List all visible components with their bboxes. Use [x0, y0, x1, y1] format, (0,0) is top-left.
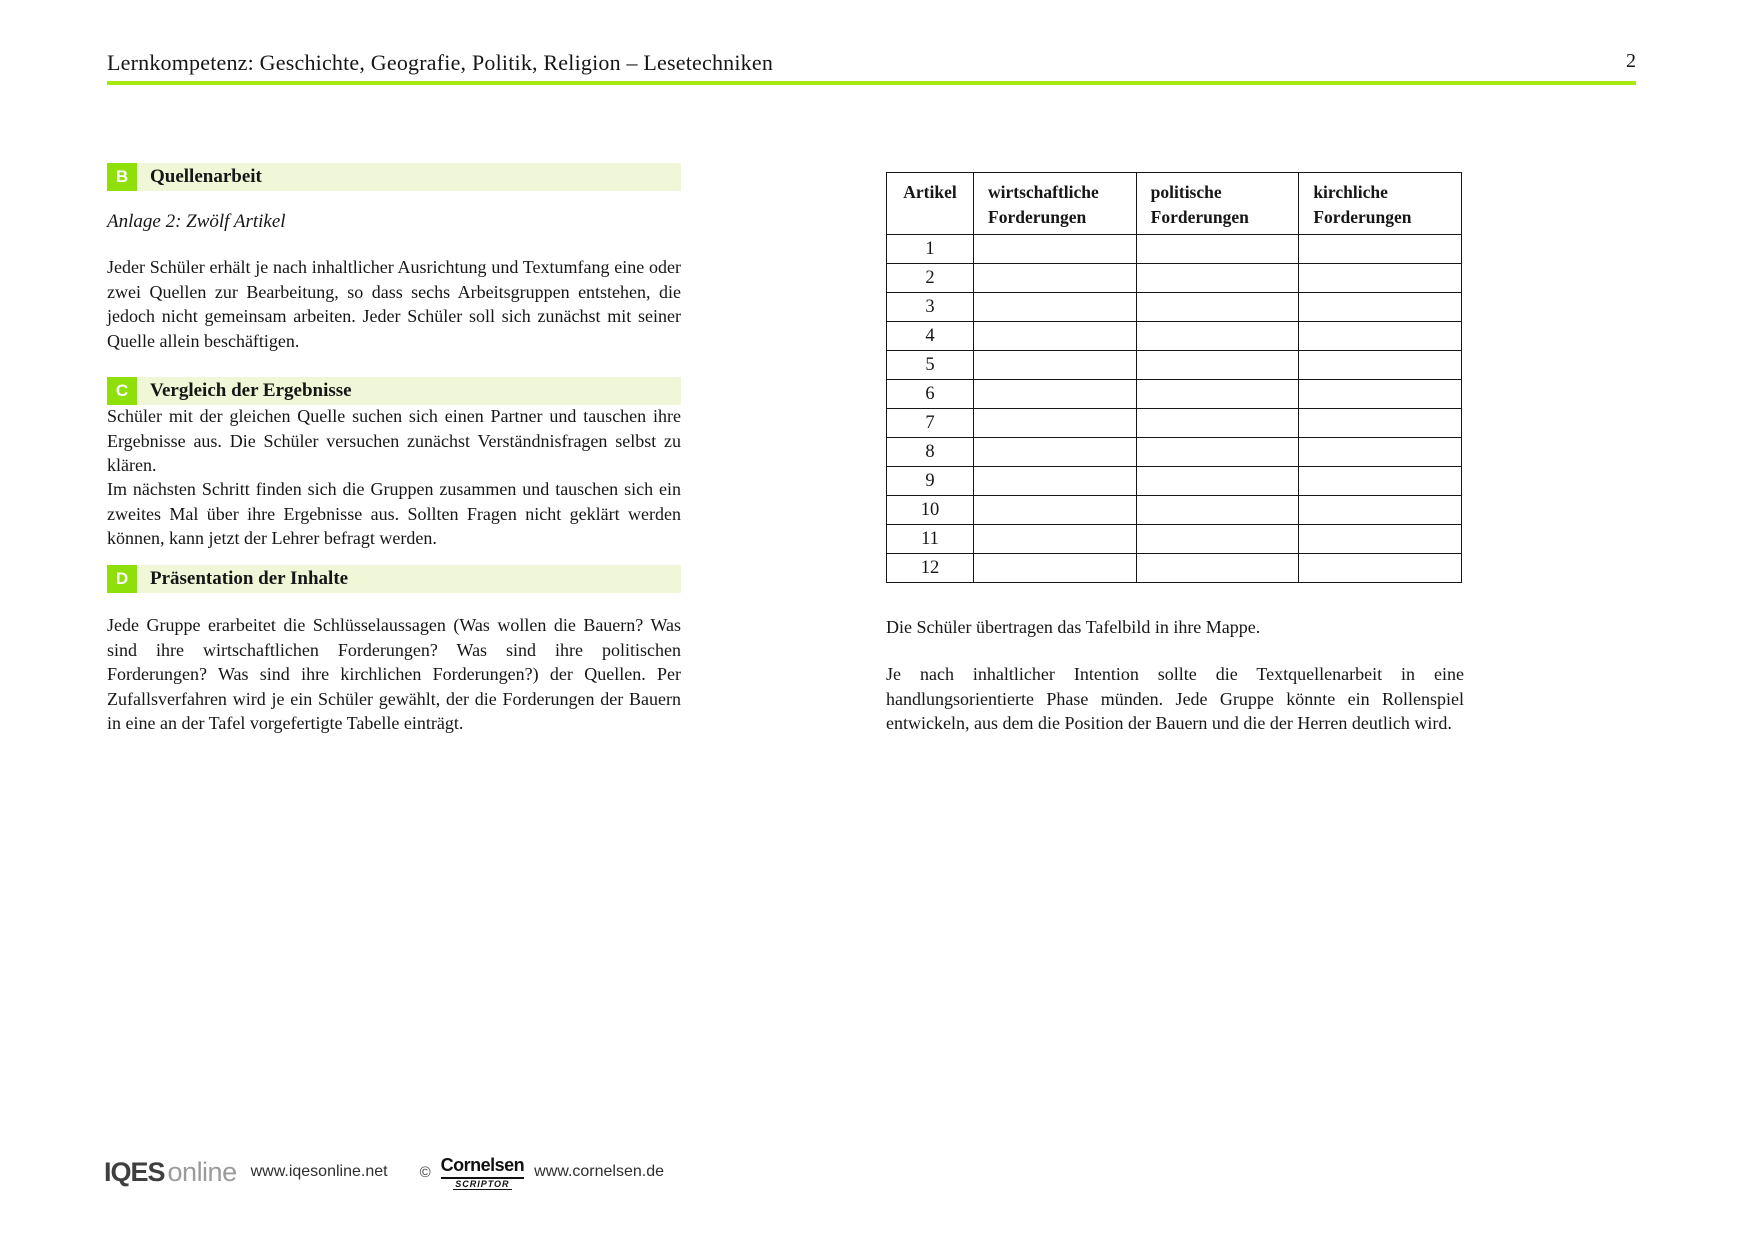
empty-cell	[1136, 467, 1299, 496]
scriptor-logo-text: SCRIPTOR	[453, 1179, 511, 1190]
paragraph-quellenarbeit: Jeder Schüler erhält je nach inhaltlicher Ausrichtung und Textumfang eine oder zwei Quellen zur Bearbeitung, so dass sechs Arbeitsgruppen entstehen, die jedoch nicht gemeinsam arbeiten. Jeder Schüler soll sich zunächst mit seiner Quelle allein beschäftigen.	[107, 257, 681, 351]
paragraph-vergleich-1: Schüler mit der gleichen Quelle suchen sich einen Partner und tauschen ihre Ergebnisse aus. Die Schüler versuchen zunächst Verständnisfragen selbst zu klären.	[107, 406, 681, 475]
empty-cell	[1299, 380, 1462, 409]
row-number: 3	[887, 293, 974, 322]
section-title-vergleich: Vergleich der Ergebnisse	[150, 380, 352, 401]
empty-cell	[1299, 264, 1462, 293]
empty-cell	[974, 525, 1137, 554]
column-header-artikel: Artikel	[887, 173, 974, 235]
empty-cell	[1299, 496, 1462, 525]
section-badge-d: D	[107, 565, 137, 593]
empty-cell	[974, 264, 1137, 293]
empty-cell	[1136, 235, 1299, 264]
empty-cell	[1136, 554, 1299, 583]
empty-cell	[1136, 525, 1299, 554]
table-row	[887, 351, 1462, 380]
row-number: 12	[887, 554, 974, 583]
empty-cell	[974, 322, 1137, 351]
cornelsen-scriptor-logo	[441, 1155, 525, 1190]
table-row	[887, 264, 1462, 293]
table-row	[887, 525, 1462, 554]
footer	[104, 1154, 664, 1190]
section-title-praesentation: Präsentation der Inhalte	[150, 568, 349, 589]
row-number: 10	[887, 496, 974, 525]
row-number: 9	[887, 467, 974, 496]
iqes-online-logo	[104, 1157, 237, 1188]
empty-cell	[1136, 380, 1299, 409]
empty-cell	[1299, 467, 1462, 496]
empty-cell	[1299, 235, 1462, 264]
empty-cell	[1299, 322, 1462, 351]
empty-cell	[1136, 293, 1299, 322]
row-number: 4	[887, 322, 974, 351]
header-rule-divider	[107, 81, 1636, 85]
empty-cell	[974, 554, 1137, 583]
section-badge-c: C	[107, 377, 137, 405]
empty-cell	[1299, 438, 1462, 467]
cornelsen-url: www.cornelsen.de	[534, 1163, 664, 1180]
row-number: 7	[887, 409, 974, 438]
paragraph-praesentation: Jede Gruppe erarbeitet die Schlüsselaussagen (Was wollen die Bauern? Was sind ihre wirtschaftlichen Forderungen? Was sind ihre politischen Forderungen? Was sind ihre kirchlichen Forderungen?) der Quellen. Per Zufallsverfahren wird je ein Schüler gewählt, der die Forderungen der Bauern in eine an der Tafel vorgefertigte Tabelle einträgt.	[107, 615, 681, 733]
column-header-kirchliche: kirchliche Forderungen	[1299, 173, 1462, 235]
copyright-symbol: ©	[419, 1163, 431, 1181]
iqes-url: www.iqesonline.net	[250, 1163, 388, 1180]
anlage-subtitle: Anlage 2: Zwölf Artikel	[107, 211, 286, 232]
section-bar-vergleich	[107, 377, 681, 405]
table-row	[887, 467, 1462, 496]
empty-cell	[974, 380, 1137, 409]
paragraph-tafelbild: Die Schüler übertragen das Tafelbild in ihre Mappe.	[886, 617, 1261, 637]
empty-cell	[1136, 409, 1299, 438]
empty-cell	[1299, 409, 1462, 438]
row-number: 5	[887, 351, 974, 380]
empty-cell	[1136, 264, 1299, 293]
empty-cell	[974, 438, 1137, 467]
table-row	[887, 496, 1462, 525]
empty-cell	[1136, 351, 1299, 380]
table-row	[887, 554, 1462, 583]
page-title: Lernkompetenz: Geschichte, Geografie, Politik, Religion – Lesetechniken	[107, 50, 774, 75]
row-number: 1	[887, 235, 974, 264]
section-bar-quellenarbeit	[107, 163, 681, 191]
empty-cell	[974, 235, 1137, 264]
empty-cell	[974, 496, 1137, 525]
empty-cell	[1136, 438, 1299, 467]
empty-cell	[1299, 351, 1462, 380]
column-header-wirtschaftliche: wirtschaftliche Forderungen	[974, 173, 1137, 235]
empty-cell	[1136, 322, 1299, 351]
table-row	[887, 438, 1462, 467]
row-number: 8	[887, 438, 974, 467]
section-badge-b: B	[107, 163, 137, 191]
table-header-row	[887, 173, 1462, 235]
table-row	[887, 409, 1462, 438]
section-title-quellenarbeit: Quellenarbeit	[150, 166, 262, 187]
paragraph-vergleich-2: Im nächsten Schritt finden sich die Gruppen zusammen und tauschen sich ein zweites Mal über ihre Ergebnisse aus. Sollten Fragen nicht geklärt werden können, kann jetzt der Lehrer befragt werden.	[107, 479, 681, 548]
page-number: 2	[1626, 50, 1636, 72]
empty-cell	[1299, 293, 1462, 322]
cornelsen-logo-text: Cornelsen	[441, 1155, 525, 1179]
row-number: 11	[887, 525, 974, 554]
empty-cell	[974, 467, 1137, 496]
iqes-logo-online-text: online	[167, 1156, 237, 1187]
empty-cell	[1136, 496, 1299, 525]
empty-cell	[974, 351, 1137, 380]
table-row	[887, 380, 1462, 409]
empty-cell	[974, 409, 1137, 438]
empty-cell	[1299, 525, 1462, 554]
table-row	[887, 235, 1462, 264]
table-row	[887, 322, 1462, 351]
table-row	[887, 293, 1462, 322]
empty-cell	[974, 293, 1137, 322]
row-number: 6	[887, 380, 974, 409]
empty-cell	[1299, 554, 1462, 583]
column-header-politische: politische Forderungen	[1136, 173, 1299, 235]
row-number: 2	[887, 264, 974, 293]
section-bar-praesentation	[107, 565, 681, 593]
tafelbild-table	[886, 172, 1462, 583]
paragraph-rollenspiel: Je nach inhaltlicher Intention sollte die Textquellenarbeit in eine handlungsorientierte Phase münden. Jede Gruppe könnte ein Rollenspiel entwickeln, aus dem die Position der Bauern und die der Herren deutlich wird.	[886, 664, 1464, 733]
iqes-logo-text: IQES	[104, 1156, 165, 1187]
